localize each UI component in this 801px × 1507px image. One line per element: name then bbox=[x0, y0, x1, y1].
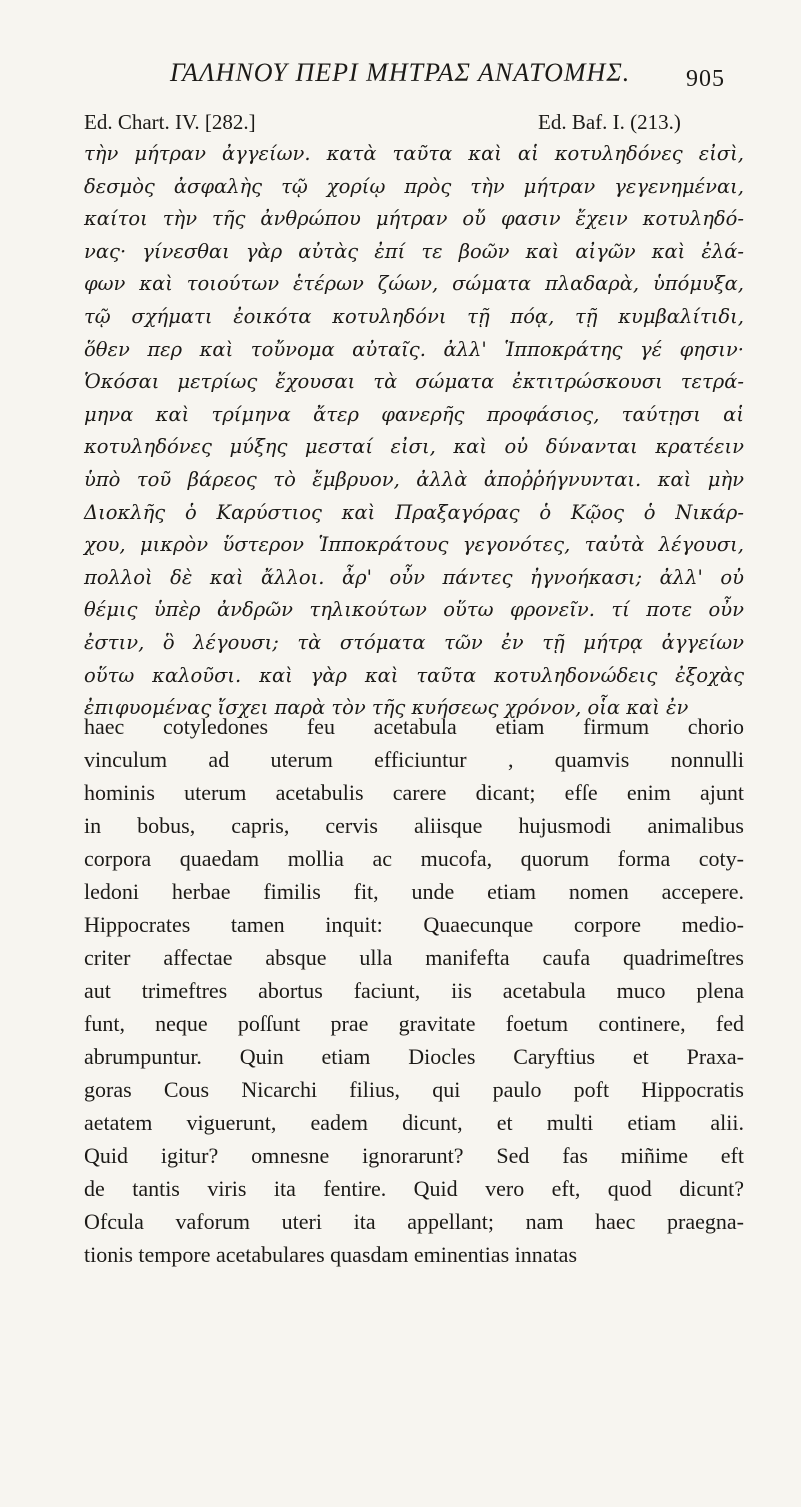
latin-text-line: hominis uterum acetabulis carere dicant; efſe enim ajunt bbox=[84, 780, 744, 805]
latin-text-line: Hippocrates tamen inquit: Quaecunque corpore medio- bbox=[84, 912, 744, 937]
greek-text-line: καίτοι τὴν τῆς ἀνθρώπου μήτραν οὔ φασιν ἔχειν κοτυληδό- bbox=[84, 207, 744, 231]
running-title: ΓΑΛΗΝΟΥ ΠΕΡΙ ΜΗΤΡΑΣ ΑΝΑΤΟΜΗΣ. bbox=[170, 58, 631, 87]
latin-text-block bbox=[84, 710, 744, 1271]
latin-text-line: tionis tempore acetabulares quasdam eminentias innatas bbox=[84, 1242, 578, 1267]
latin-text-line: abrumpuntur. Quin etiam Diocles Caryftius et Praxa- bbox=[84, 1044, 744, 1069]
greek-text-line: Ὁκόσαι μετρίως ἔχουσαι τὰ σώματα ἐκτιτρώσκουσι τετρά- bbox=[84, 370, 744, 394]
latin-text-line: ledoni herbae fimilis fit, unde etiam nomen accepere. bbox=[84, 879, 744, 904]
latin-text-line: criter affectae absque ulla manifefta caufa quadrimeſtres bbox=[84, 945, 744, 970]
latin-text-line: goras Cous Nicarchi filius, qui paulo poft Hippocratis bbox=[84, 1077, 744, 1102]
latin-text-line: aetatem viguerunt, eadem dicunt, et multi etiam alii. bbox=[84, 1110, 744, 1135]
greek-text-block bbox=[84, 138, 744, 725]
latin-text-line: funt, neque poſſunt prae gravitate foetum continere, fed bbox=[84, 1011, 744, 1036]
greek-text-line: χου, μικρὸν ὕστερον Ἱπποκράτους γεγονότες, ταὐτὰ λέγουσι, bbox=[84, 533, 744, 557]
greek-text-line: οὕτω καλοῦσι. καὶ γὰρ καὶ ταῦτα κοτυληδονώδεις ἐξοχὰς bbox=[84, 663, 744, 687]
greek-text-line: πολλοὶ δὲ καὶ ἄλλοι. ἆρ' οὖν πάντες ἠγνοήκασι; ἀλλ' οὐ bbox=[84, 565, 744, 589]
latin-text-line: Ofcula vaforum uteri ita appellant; nam haec praegna- bbox=[84, 1209, 744, 1234]
latin-text-line: vinculum ad uterum efficiuntur , quamvis nonnulli bbox=[84, 747, 744, 772]
greek-text-line: φων καὶ τοιούτων ἑτέρων ζώων, σώματα πλαδαρὰ, ὑπόμυξα, bbox=[84, 272, 744, 296]
latin-text-line: corpora quaedam mollia ac mucofa, quorum forma coty- bbox=[84, 846, 744, 871]
greek-text-line: τῷ σχήματι ἐοικότα κοτυληδόνι τῇ πόᾳ, τῇ κυμβαλίτιδι, bbox=[84, 304, 744, 328]
greek-text-line: Διοκλῆς ὁ Καρύστιος καὶ Πραξαγόρας ὁ Κῷος ὁ Νικάρ- bbox=[84, 500, 744, 524]
greek-text-line: δεσμὸς ἀσφαλὴς τῷ χορίῳ πρὸς τὴν μήτραν γεγενημέναι, bbox=[84, 174, 744, 198]
greek-text-line: ἐστιν, ὃ λέγουσι; τὰ στόματα τῶν ἐν τῇ μήτρᾳ ἀγγείων bbox=[84, 630, 744, 654]
greek-text-line: κοτυληδόνες μύξης μεσταί εἰσι, καὶ οὐ δύνανται κρατέειν bbox=[84, 435, 744, 459]
greek-text-line: μηνα καὶ τρίμηνα ἄτερ φανερῆς προφάσιος, ταύτῃσι αἱ bbox=[84, 402, 744, 426]
edition-reference-right: Ed. Baf. I. (213.) bbox=[538, 110, 681, 134]
latin-text-line: de tantis viris ita fentire. Quid vero eft, quod dicunt? bbox=[84, 1176, 744, 1201]
greek-text-line: ὅθεν περ καὶ τοὔνομα αὐταῖς. ἀλλ' Ἱπποκράτης γέ φησιν· bbox=[84, 337, 744, 361]
latin-text-line: haec cotyledones feu acetabula etiam firmum chorio bbox=[84, 714, 744, 739]
latin-text-line: Quid igitur? omnesne ignorarunt? Sed fas miñime eft bbox=[84, 1143, 744, 1168]
greek-text-line: ὑπὸ τοῦ βάρεος τὸ ἔμβρυον, ἀλλὰ ἀποῤῥήγνυνται. καὶ μὴν bbox=[84, 467, 744, 491]
greek-text-line: ἐπιφυομένας ἴσχει παρὰ τὸν τῆς κυήσεως χρόνον, οἷα καὶ ἐν bbox=[84, 696, 689, 720]
greek-text-line: νας· γίνεσθαι γὰρ αὐτὰς ἐπί τε βοῶν καὶ αἰγῶν καὶ ἐλά- bbox=[84, 239, 744, 263]
greek-text-line: θέμις ὑπὲρ ἀνδρῶν τηλικούτων οὕτω φρονεῖν. τί ποτε οὖν bbox=[84, 598, 744, 622]
edition-reference-left: Ed. Chart. IV. [282.] bbox=[84, 110, 256, 134]
page-number: 905 bbox=[686, 66, 725, 92]
greek-text-line: τὴν μήτραν ἀγγείων. κατὰ ταῦτα καὶ αἱ κοτυληδόνες εἰσὶ, bbox=[84, 142, 744, 165]
latin-text-line: aut trimeftres abortus faciunt, iis acetabula muco plena bbox=[84, 978, 744, 1003]
latin-text-line: in bobus, capris, cervis aliisque hujusmodi animalibus bbox=[84, 813, 744, 838]
